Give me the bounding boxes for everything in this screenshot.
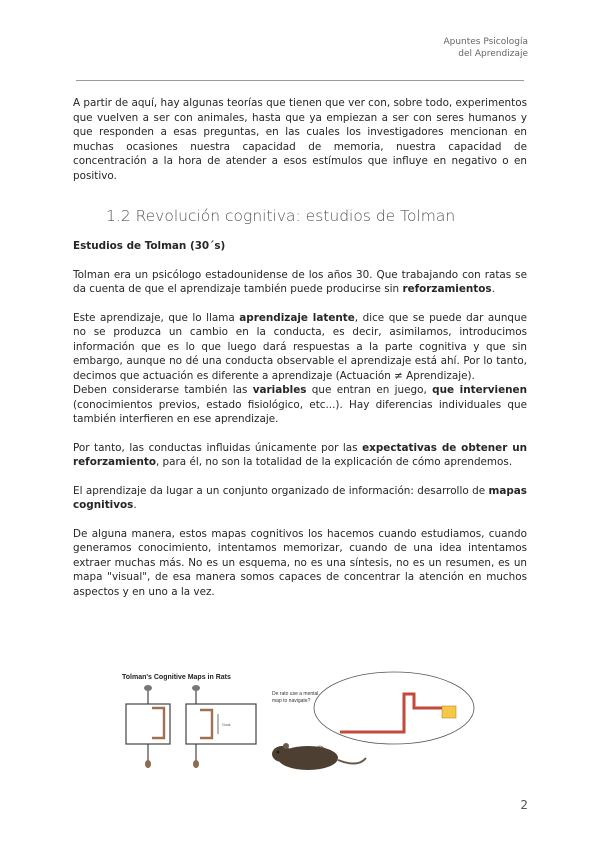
- tolman-cognitive-maps-figure: [112, 668, 486, 778]
- bubble-text-1: De rato use a mental: [272, 691, 319, 697]
- paragraph-tolman: Tolman era un psicólogo estadounidense de los años 30. Que trabajando con ratas se da cuenta de que el aprendizaje también puede producirse sin reforzamientos.: [73, 268, 527, 295]
- document-body: [73, 96, 527, 599]
- header-line-2: del Aprendizaje: [458, 49, 528, 59]
- paragraph-cognitive-maps: El aprendizaje da lugar a un conjunto organizado de información: desarrollo de mapas cognitivos.: [73, 484, 527, 511]
- goal-box-icon: [144, 685, 152, 691]
- page-number: 2: [520, 798, 528, 812]
- intro-paragraph: A partir de aquí, hay algunas teorías que tienen que ver con, sobre todo, experimentos que vuelven a ser con animales, hasta que ya empiezan a ser con seres humanos y que responden a esas preguntas, en las cuales los investigadores mencionan en muchas ocasiones nuestra capacidad de memoria, nuestra capacidad de concentración a la hora de atender a esos estímulos que influye en negativo o en positivo.: [73, 97, 527, 182]
- page-header: [443, 36, 528, 60]
- header-divider: [76, 80, 524, 81]
- bubble-text-2: map to navigate?: [272, 698, 311, 704]
- maze-label: Goal: [222, 722, 231, 727]
- rat-icon: [145, 760, 151, 768]
- rat-illustration: [272, 743, 366, 770]
- subsection-title: Estudios de Tolman (30´s): [73, 240, 226, 252]
- maze-diagram-1: [126, 690, 170, 762]
- figure-title: Tolman's Cognitive Maps in Rats: [122, 674, 231, 681]
- header-line-1: Apuntes Psicología: [443, 37, 528, 47]
- paragraph-expectations: Por tanto, las conductas influidas únicamente por las expectativas de obtener un reforzamiento, para él, no son la totalidad de la explicación de cómo aprendemos.: [73, 441, 527, 468]
- section-title: 1.2 Revolución cognitiva: estudios de Tolman: [106, 207, 456, 225]
- cheese-icon: [442, 706, 456, 718]
- paragraph-latent-learning: Este aprendizaje, que lo llama aprendizaje latente, dice que se puede dar aunque no se produzca un cambio en la conducta, es decir, asimilamos, introducimos información que es lo que luego dará respuestas a la parte cognitiva y que sin embargo, aunque no dé una conducta observable el aprendizaje está ahí. Por lo tanto, decimos que actuación es diferente a aprendizaje (Actuación ≠ Aprendizaje).: [73, 311, 527, 382]
- maze-diagram-2: [186, 690, 256, 762]
- goal-box-icon: [192, 685, 200, 691]
- rat-icon: [193, 760, 199, 768]
- paragraph-variables: Deben considerarse también las variables que entran en juego, que intervienen (conocimientos previos, estado fisiológico, etc...). Hay diferencias individuales que también interfieren en ese aprendizaje.: [73, 384, 527, 425]
- paragraph-mental-maps: De alguna manera, estos mapas cognitivos los hacemos cuando estudiamos, cuando generamos conocimiento, intentamos memorizar, cuando de una idea intentamos extraer muchas más. No es un esquema, no es una síntesis, no es un resumen, es un mapa "visual", de esa manera somos capaces de concentrar la atención en muchos aspectos y en uno a la vez.: [73, 527, 527, 598]
